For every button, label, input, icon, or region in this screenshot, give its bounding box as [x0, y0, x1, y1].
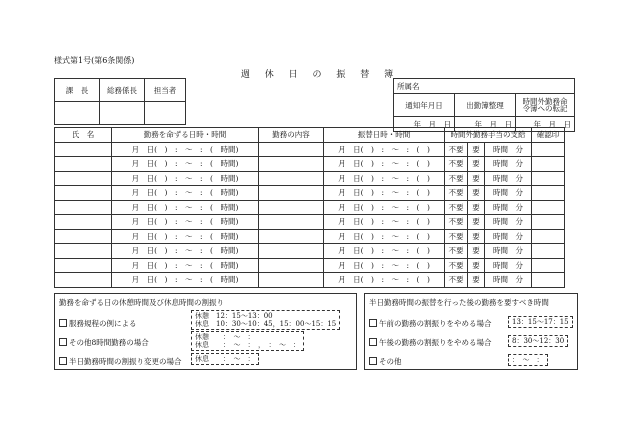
- option-other[interactable]: [369, 356, 402, 367]
- overtime-label-line2: 令簿への転記: [522, 104, 568, 113]
- work-content-cell[interactable]: [259, 258, 324, 273]
- other-time[interactable]: ： 〜 ：: [508, 354, 548, 366]
- col-confirm-seal: 確認印: [532, 128, 565, 143]
- table-body: [55, 142, 565, 287]
- col-work-content: 勤務の内容: [259, 128, 324, 143]
- table-row: [55, 215, 565, 230]
- order-datetime-cell[interactable]: 月 日( ) : 〜 : ( 時間): [112, 142, 259, 157]
- break-allocation-box: [54, 293, 357, 370]
- confirm-seal-cell[interactable]: [532, 171, 565, 186]
- halfday-swap-title: 半日勤務時間の振替を行った後の勤務を要すべき時間: [369, 298, 549, 307]
- confirm-seal-cell[interactable]: [532, 142, 565, 157]
- standard-times: [191, 310, 340, 330]
- name-cell[interactable]: [55, 215, 112, 230]
- approval-table: [54, 78, 186, 125]
- pay-unneeded-cell[interactable]: 不要: [445, 157, 468, 172]
- approval-label-section-chief: 課 長: [55, 79, 100, 102]
- pay-time-cell[interactable]: 時間 分: [485, 229, 532, 244]
- name-cell[interactable]: [55, 186, 112, 201]
- option-afternoon-off[interactable]: [369, 337, 492, 348]
- notice-date-field[interactable]: 年 月 日: [394, 117, 455, 132]
- col-overtime-pay: 時間外勤務手当の支給: [445, 128, 532, 143]
- attendance-date-field[interactable]: 年 月 日: [455, 117, 516, 132]
- name-cell[interactable]: [55, 171, 112, 186]
- confirm-seal-cell[interactable]: [532, 244, 565, 259]
- order-datetime-cell[interactable]: 月 日( ) : 〜 : ( 時間): [112, 258, 259, 273]
- document-title: 週 休 日 の 振 替 簿: [240, 70, 400, 80]
- confirm-seal-cell[interactable]: [532, 273, 565, 288]
- work-content-cell[interactable]: [259, 200, 324, 215]
- processing-table: [393, 78, 575, 132]
- work-content-cell[interactable]: [259, 244, 324, 259]
- order-datetime-cell[interactable]: 月 日( ) : 〜 : ( 時間): [112, 215, 259, 230]
- table-row: [55, 171, 565, 186]
- swap-record-table: [54, 127, 565, 288]
- pay-time-cell[interactable]: 時間 分: [485, 186, 532, 201]
- approval-stamp-cell[interactable]: [100, 102, 145, 125]
- option-morning-off-label: 午前の勤務の割振りをやめる場合: [379, 319, 492, 328]
- table-row: [55, 157, 565, 172]
- break-allocation-title: 勤務を命ずる日の休憩時間及び休息時間の割振り: [59, 298, 224, 307]
- order-datetime-cell[interactable]: 月 日( ) : 〜 : ( 時間): [112, 229, 259, 244]
- checkbox-icon[interactable]: [59, 338, 67, 346]
- col-swap-datetime: 振替日時・時間: [324, 128, 445, 143]
- order-datetime-cell[interactable]: 月 日( ) : 〜 : ( 時間): [112, 186, 259, 201]
- notice-date-label: 通知年月日: [394, 94, 455, 117]
- option-morning-off[interactable]: [369, 318, 492, 329]
- option-afternoon-off-label: 午後の勤務の割振りをやめる場合: [379, 338, 492, 347]
- option-standard-label: 服務規程の例による: [69, 319, 137, 328]
- table-row: [55, 229, 565, 244]
- halfday-times[interactable]: 休息 ： 〜 ：: [191, 353, 259, 365]
- confirm-seal-cell[interactable]: [532, 215, 565, 230]
- checkbox-icon[interactable]: [369, 357, 377, 365]
- option-8hour-label: その他8時間勤務の場合: [69, 338, 149, 347]
- swap-datetime-cell[interactable]: 月 日( ) : 〜 : ( ): [324, 200, 445, 215]
- pay-time-cell[interactable]: 時間 分: [485, 142, 532, 157]
- option-other-label: その他: [379, 357, 402, 366]
- name-cell[interactable]: [55, 142, 112, 157]
- order-datetime-cell[interactable]: 月 日( ) : 〜 : ( 時間): [112, 157, 259, 172]
- checkbox-icon[interactable]: [369, 319, 377, 327]
- option-halfday[interactable]: [59, 356, 182, 367]
- option-8hour[interactable]: [59, 337, 149, 348]
- pay-time-cell[interactable]: 時間 分: [485, 157, 532, 172]
- table-row: [55, 244, 565, 259]
- order-datetime-cell[interactable]: 月 日( ) : 〜 : ( 時間): [112, 171, 259, 186]
- overtime-transfer-label: [516, 94, 575, 117]
- pay-time-cell[interactable]: 時間 分: [485, 215, 532, 230]
- pay-unneeded-cell[interactable]: 不要: [445, 200, 468, 215]
- pay-unneeded-cell[interactable]: 不要: [445, 142, 468, 157]
- pay-needed-cell[interactable]: 要: [468, 186, 485, 201]
- pay-needed-cell[interactable]: 要: [468, 273, 485, 288]
- checkbox-icon[interactable]: [369, 338, 377, 346]
- col-name: 氏 名: [55, 128, 112, 143]
- confirm-seal-cell[interactable]: [532, 229, 565, 244]
- dept-cell[interactable]: [394, 79, 575, 94]
- table-row: [55, 258, 565, 273]
- pay-needed-cell[interactable]: 要: [468, 215, 485, 230]
- work-content-cell[interactable]: [259, 142, 324, 157]
- swap-datetime-cell[interactable]: 月 日( ) : 〜 : ( ): [324, 215, 445, 230]
- approval-label-person-in-charge: 担当者: [145, 79, 186, 102]
- work-content-cell[interactable]: [259, 273, 324, 288]
- pay-time-cell[interactable]: 時間 分: [485, 171, 532, 186]
- standard-rest: 休息 10：30〜10：45，15：00〜15：15: [195, 320, 337, 328]
- table-row: [55, 142, 565, 157]
- order-datetime-cell[interactable]: 月 日( ) : 〜 : ( 時間): [112, 273, 259, 288]
- swap-datetime-cell[interactable]: 月 日( ) : 〜 : ( ): [324, 157, 445, 172]
- standard-break: 休憩 12：15〜13：00: [195, 312, 273, 320]
- swap-datetime-cell[interactable]: 月 日( ) : 〜 : ( ): [324, 258, 445, 273]
- confirm-seal-cell[interactable]: [532, 157, 565, 172]
- col-order-datetime: 勤務を命ずる日時・時間: [112, 128, 259, 143]
- pay-time-cell[interactable]: 時間 分: [485, 244, 532, 259]
- afternoon-off-time: 8：30〜12：30: [508, 335, 568, 347]
- pay-needed-cell[interactable]: 要: [468, 142, 485, 157]
- confirm-seal-cell[interactable]: [532, 200, 565, 215]
- order-datetime-cell[interactable]: 月 日( ) : 〜 : ( 時間): [112, 200, 259, 215]
- swap-datetime-cell[interactable]: 月 日( ) : 〜 : ( ): [324, 142, 445, 157]
- pay-unneeded-cell[interactable]: 不要: [445, 229, 468, 244]
- morning-off-time: 13：15〜17：15: [508, 316, 573, 328]
- name-cell[interactable]: [55, 229, 112, 244]
- overtime-date-field[interactable]: 年 月 日: [516, 117, 575, 132]
- pay-unneeded-cell[interactable]: 不要: [445, 273, 468, 288]
- approval-label-general-affairs: 総務係長: [100, 79, 145, 102]
- work-content-cell[interactable]: [259, 171, 324, 186]
- option-halfday-label: 半日勤務時間の割振り変更の場合: [69, 357, 182, 366]
- pay-needed-cell[interactable]: 要: [468, 229, 485, 244]
- name-cell[interactable]: [55, 157, 112, 172]
- pay-unneeded-cell[interactable]: 不要: [445, 215, 468, 230]
- overtime-label-line1: 時間外勤務命: [522, 97, 568, 106]
- name-cell[interactable]: [55, 258, 112, 273]
- checkbox-icon[interactable]: [59, 357, 67, 365]
- pay-time-cell[interactable]: 時間 分: [485, 258, 532, 273]
- order-datetime-cell[interactable]: 月 日( ) : 〜 : ( 時間): [112, 244, 259, 259]
- halfday-swap-box: [364, 293, 578, 370]
- pay-time-cell[interactable]: 時間 分: [485, 200, 532, 215]
- pay-needed-cell[interactable]: 要: [468, 258, 485, 273]
- 8hour-break: 休憩 ： 〜 ：: [195, 333, 255, 341]
- swap-datetime-cell[interactable]: 月 日( ) : 〜 : ( ): [324, 244, 445, 259]
- table-row: [55, 273, 565, 288]
- approval-stamp-cell[interactable]: [55, 102, 100, 125]
- pay-time-cell[interactable]: 時間 分: [485, 273, 532, 288]
- attendance-label: 出勤簿整理: [455, 94, 516, 117]
- pay-needed-cell[interactable]: 要: [468, 200, 485, 215]
- name-cell[interactable]: [55, 244, 112, 259]
- approval-stamp-cell[interactable]: [145, 102, 186, 125]
- name-cell[interactable]: [55, 200, 112, 215]
- form-id: 様式第1号(第6条関係): [54, 56, 135, 65]
- 8hour-times[interactable]: [191, 331, 304, 351]
- 8hour-rest: 休息 ： 〜 ： ， ： 〜 ：: [195, 341, 300, 349]
- table-row: [55, 200, 565, 215]
- work-content-cell[interactable]: [259, 215, 324, 230]
- work-content-cell[interactable]: [259, 186, 324, 201]
- pay-needed-cell[interactable]: 要: [468, 157, 485, 172]
- confirm-seal-cell[interactable]: [532, 186, 565, 201]
- swap-datetime-cell[interactable]: 月 日( ) : 〜 : ( ): [324, 186, 445, 201]
- pay-unneeded-cell[interactable]: 不要: [445, 258, 468, 273]
- pay-needed-cell[interactable]: 要: [468, 171, 485, 186]
- option-standard[interactable]: [59, 318, 137, 329]
- swap-datetime-cell[interactable]: 月 日( ) : 〜 : ( ): [324, 171, 445, 186]
- table-row: [55, 186, 565, 201]
- swap-datetime-cell[interactable]: 月 日( ) : 〜 : ( ): [324, 229, 445, 244]
- work-content-cell[interactable]: [259, 157, 324, 172]
- name-cell[interactable]: [55, 273, 112, 288]
- confirm-seal-cell[interactable]: [532, 258, 565, 273]
- pay-unneeded-cell[interactable]: 不要: [445, 186, 468, 201]
- pay-needed-cell[interactable]: 要: [468, 244, 485, 259]
- checkbox-icon[interactable]: [59, 319, 67, 327]
- work-content-cell[interactable]: [259, 229, 324, 244]
- pay-unneeded-cell[interactable]: 不要: [445, 244, 468, 259]
- swap-datetime-cell[interactable]: 月 日( ) : 〜 : ( ): [324, 273, 445, 288]
- pay-unneeded-cell[interactable]: 不要: [445, 171, 468, 186]
- dept-label: 所属名: [397, 81, 420, 91]
